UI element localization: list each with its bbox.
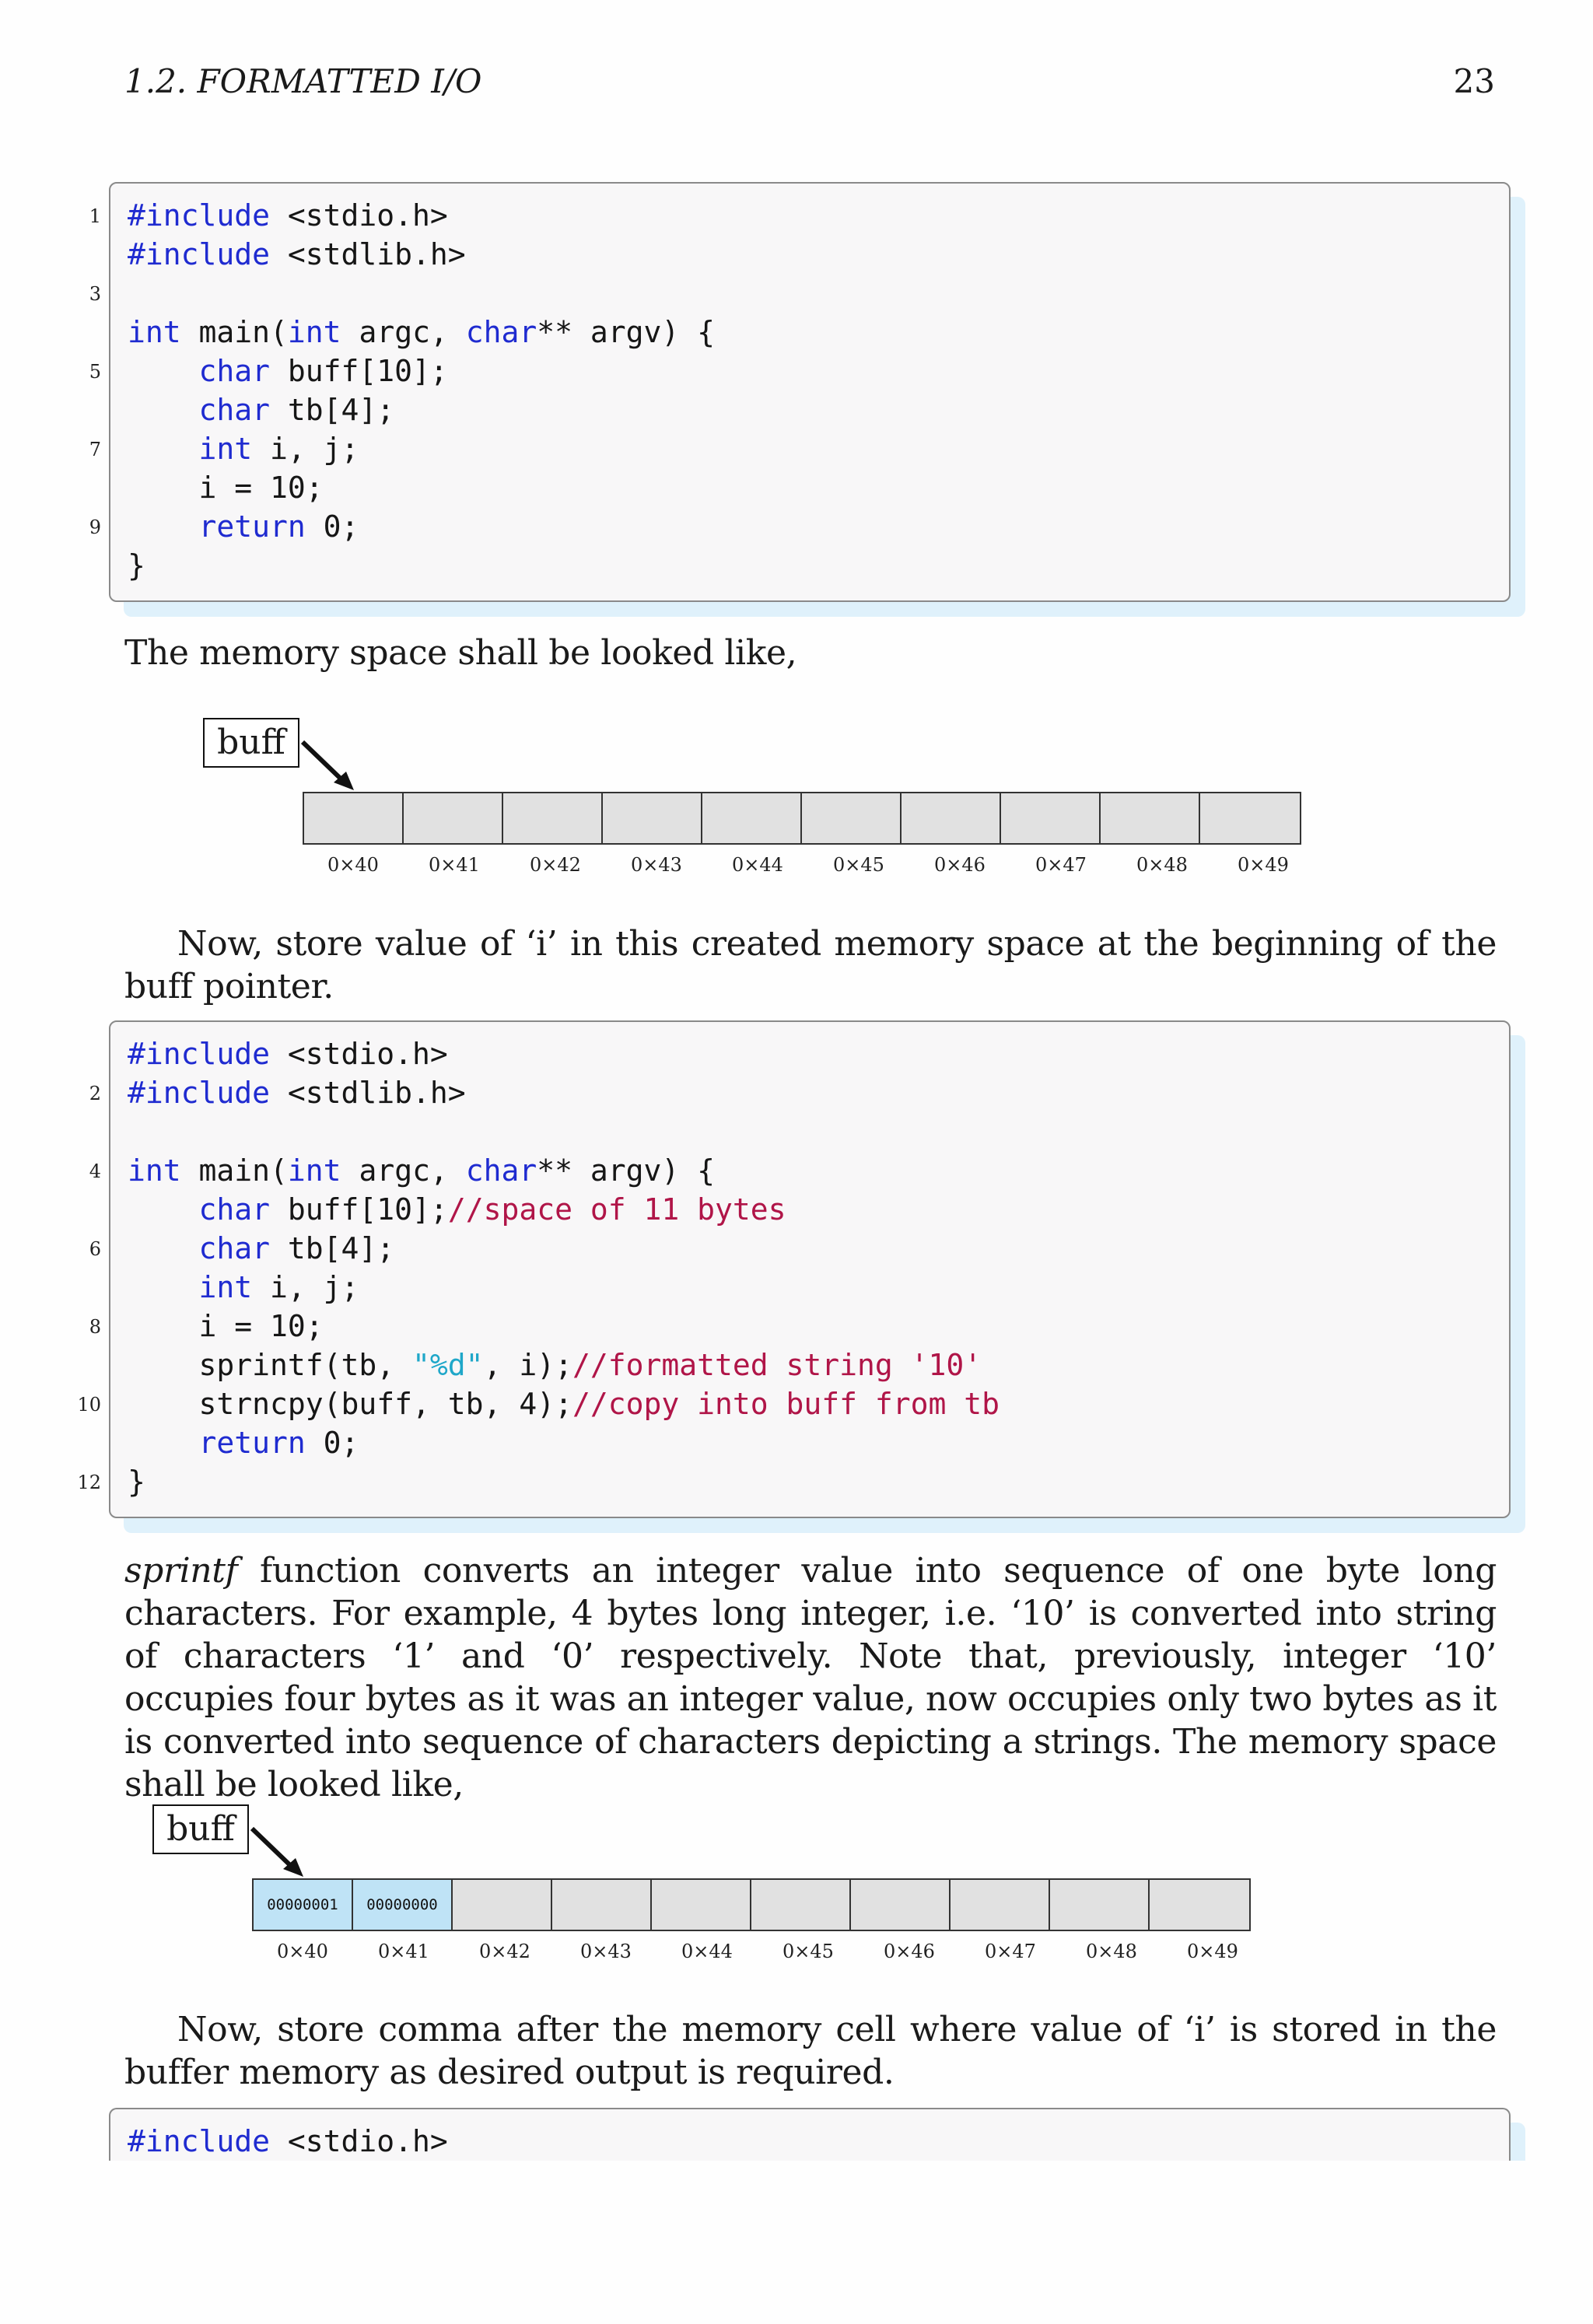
memory-address: 0×42 [479, 1941, 530, 1962]
memory-cell [1101, 793, 1200, 843]
running-header-section: 1.2. FORMATTED I/O [124, 62, 482, 100]
code-line [128, 313, 715, 352]
code-text: argc, [341, 315, 466, 349]
memory-cell [1200, 793, 1300, 843]
code-line [128, 196, 448, 235]
code-keyword: #include [128, 198, 271, 233]
code-text: i, j; [252, 432, 359, 466]
code-text: <stdlib.h> [270, 237, 466, 271]
memory-address: 0×48 [1136, 854, 1188, 876]
line-number: 6 [89, 1238, 101, 1260]
memory-address: 0×45 [782, 1941, 834, 1962]
code-line [128, 546, 145, 585]
code-keyword: return [198, 1426, 306, 1460]
code-text [128, 432, 199, 466]
code-string: "%d" [412, 1348, 484, 1382]
memory-cell [552, 1880, 652, 1930]
pointer-arrow [249, 1825, 311, 1880]
memory-cells [303, 792, 1301, 845]
code-text [128, 1231, 199, 1265]
memory-cell [1050, 1880, 1150, 1930]
code-text: tb[4]; [270, 393, 395, 427]
memory-address: 0×49 [1238, 854, 1289, 876]
code-text [128, 1192, 199, 1227]
code-keyword: #include [128, 1076, 271, 1110]
paragraph-memory-intro: The memory space shall be looked like, [124, 633, 797, 673]
memory-cell [404, 793, 503, 843]
line-number: 3 [89, 283, 101, 305]
buff-label-box: buff [203, 718, 299, 768]
code-text [128, 354, 199, 388]
code-text: <stdio.h> [270, 198, 448, 233]
code-keyword: return [198, 509, 306, 544]
memory-address: 0×44 [681, 1941, 733, 1962]
code-keyword: int [128, 1153, 181, 1188]
memory-cell [1001, 793, 1101, 843]
memory-cell [702, 793, 802, 843]
page-number: 23 [1453, 62, 1495, 100]
line-number: 7 [89, 439, 101, 460]
line-number: 4 [89, 1160, 101, 1182]
memory-cell [503, 793, 603, 843]
code-text: i, j; [252, 1270, 359, 1304]
code-text: main( [180, 1153, 288, 1188]
memory-cell [751, 1880, 851, 1930]
code-text: <stdlib.h> [270, 1076, 466, 1110]
code-text: ** argv) { [537, 315, 716, 349]
code-text: <stdio.h> [270, 1037, 448, 1071]
memory-address: 0×46 [934, 854, 986, 876]
code-keyword: #include [128, 2124, 271, 2158]
line-number: 9 [89, 516, 101, 538]
memory-cell: 00000000 [353, 1880, 453, 1930]
code-line [128, 1229, 394, 1268]
code-text [128, 1270, 199, 1304]
memory-address: 0×41 [378, 1941, 429, 1962]
code-keyword: char [198, 1231, 271, 1265]
code-text: main( [180, 315, 288, 349]
code-text [128, 1426, 199, 1460]
code-text: tb[4]; [270, 1231, 395, 1265]
code-comment: //formatted string '10' [572, 1348, 982, 1382]
code-text: 0; [305, 509, 359, 544]
code-text: 0; [305, 1426, 359, 1460]
paragraph-store-comma: Now, store comma after the memory cell where value of ‘i’ is stored in the buffer memory as desired output is required. [124, 2010, 1497, 2092]
memory-cell [951, 1880, 1050, 1930]
memory-address: 0×47 [1035, 854, 1087, 876]
memory-cell [453, 1880, 552, 1930]
paragraph-sprintf [124, 1549, 1497, 1806]
code-line [128, 1346, 982, 1384]
code-block-1 [109, 182, 1511, 602]
code-line [128, 1190, 786, 1229]
code-text: strncpy(buff, tb, 4); [128, 1387, 572, 1421]
code-line [128, 1307, 324, 1346]
code-text [128, 393, 199, 427]
code-line [128, 2122, 448, 2161]
code-line [128, 1384, 1000, 1423]
memory-cell [1150, 1880, 1249, 1930]
code-text: i = 10; [128, 1309, 324, 1343]
code-comment: //copy into buff from tb [572, 1387, 1000, 1421]
memory-cell [304, 793, 404, 843]
memory-address: 0×44 [732, 854, 783, 876]
memory-address: 0×41 [429, 854, 480, 876]
line-number: 8 [89, 1316, 101, 1338]
line-number: 12 [77, 1472, 101, 1493]
sprintf-term: sprintf [124, 1551, 238, 1591]
memory-address: 0×43 [631, 854, 682, 876]
code-line [128, 507, 359, 546]
code-keyword: char [198, 1192, 271, 1227]
code-line [128, 1073, 466, 1112]
memory-address: 0×46 [884, 1941, 935, 1962]
memory-address: 0×40 [327, 854, 379, 876]
code-keyword: #include [128, 237, 271, 271]
code-keyword: char [465, 315, 537, 349]
code-keyword: int [287, 1153, 341, 1188]
code-text: argc, [341, 1153, 466, 1188]
memory-address: 0×47 [985, 1941, 1036, 1962]
code-keyword: char [198, 354, 271, 388]
memory-addresses [303, 854, 1314, 876]
code-text: } [128, 548, 145, 583]
memory-addresses [252, 1941, 1263, 1962]
code-text: buff[10]; [270, 1192, 448, 1227]
memory-address: 0×48 [1086, 1941, 1137, 1962]
code-line [128, 390, 394, 429]
line-number: 5 [89, 361, 101, 383]
code-keyword: char [198, 393, 271, 427]
code-line [128, 235, 466, 274]
memory-cell [851, 1880, 951, 1930]
memory-address: 0×45 [833, 854, 884, 876]
code-line [128, 1034, 448, 1073]
code-line [128, 1423, 359, 1462]
line-number: 10 [77, 1394, 101, 1416]
memory-address: 0×49 [1187, 1941, 1238, 1962]
code-text: buff[10]; [270, 354, 448, 388]
pointer-arrow [299, 739, 362, 793]
page-bottom-mask [0, 2161, 1593, 2324]
code-keyword: int [128, 315, 181, 349]
line-number: 2 [89, 1083, 101, 1104]
memory-address: 0×42 [530, 854, 581, 876]
code-text: i = 10; [128, 471, 324, 505]
memory-cells [252, 1878, 1251, 1931]
memory-cell: 00000001 [254, 1880, 353, 1930]
code-line [128, 1268, 359, 1307]
code-text: , i); [483, 1348, 572, 1382]
paragraph-store-i: Now, store value of ‘i’ in this created memory space at the beginning of the buff pointer. [124, 924, 1497, 1006]
memory-address: 0×40 [277, 1941, 328, 1962]
code-text [128, 509, 199, 544]
memory-address: 0×43 [580, 1941, 632, 1962]
code-text: ** argv) { [537, 1153, 716, 1188]
memory-cell [652, 1880, 751, 1930]
code-line [128, 429, 359, 468]
memory-cell [802, 793, 902, 843]
code-keyword: int [198, 1270, 253, 1304]
code-line [128, 1151, 715, 1190]
code-comment: //space of 11 bytes [447, 1192, 786, 1227]
code-keyword: char [465, 1153, 537, 1188]
code-keyword: int [198, 432, 253, 466]
code-keyword: int [287, 315, 341, 349]
memory-cell [603, 793, 702, 843]
code-text: <stdio.h> [270, 2124, 448, 2158]
code-line [128, 468, 324, 507]
sprintf-explanation: function converts an integer value into sequence of one byte long characters. For example, 4 bytes long integer, i.e. ‘10’ is converted into string of characters ‘1’ and ‘0’ respectively. Note that, previously, integer ‘10’ occupies four bytes as it was an integer value, now occupies only two bytes as it is converted into sequence of characters depicting a strings. The memory space shall be looked like, [124, 1551, 1497, 1804]
memory-cell [902, 793, 1001, 843]
buff-label-box: buff [152, 1804, 249, 1854]
code-block-2 [109, 1020, 1511, 1518]
code-text: } [128, 1465, 145, 1499]
line-number: 1 [89, 205, 101, 227]
code-keyword: #include [128, 1037, 271, 1071]
code-line [128, 352, 448, 390]
code-text: sprintf(tb, [128, 1348, 413, 1382]
code-line [128, 1462, 145, 1501]
